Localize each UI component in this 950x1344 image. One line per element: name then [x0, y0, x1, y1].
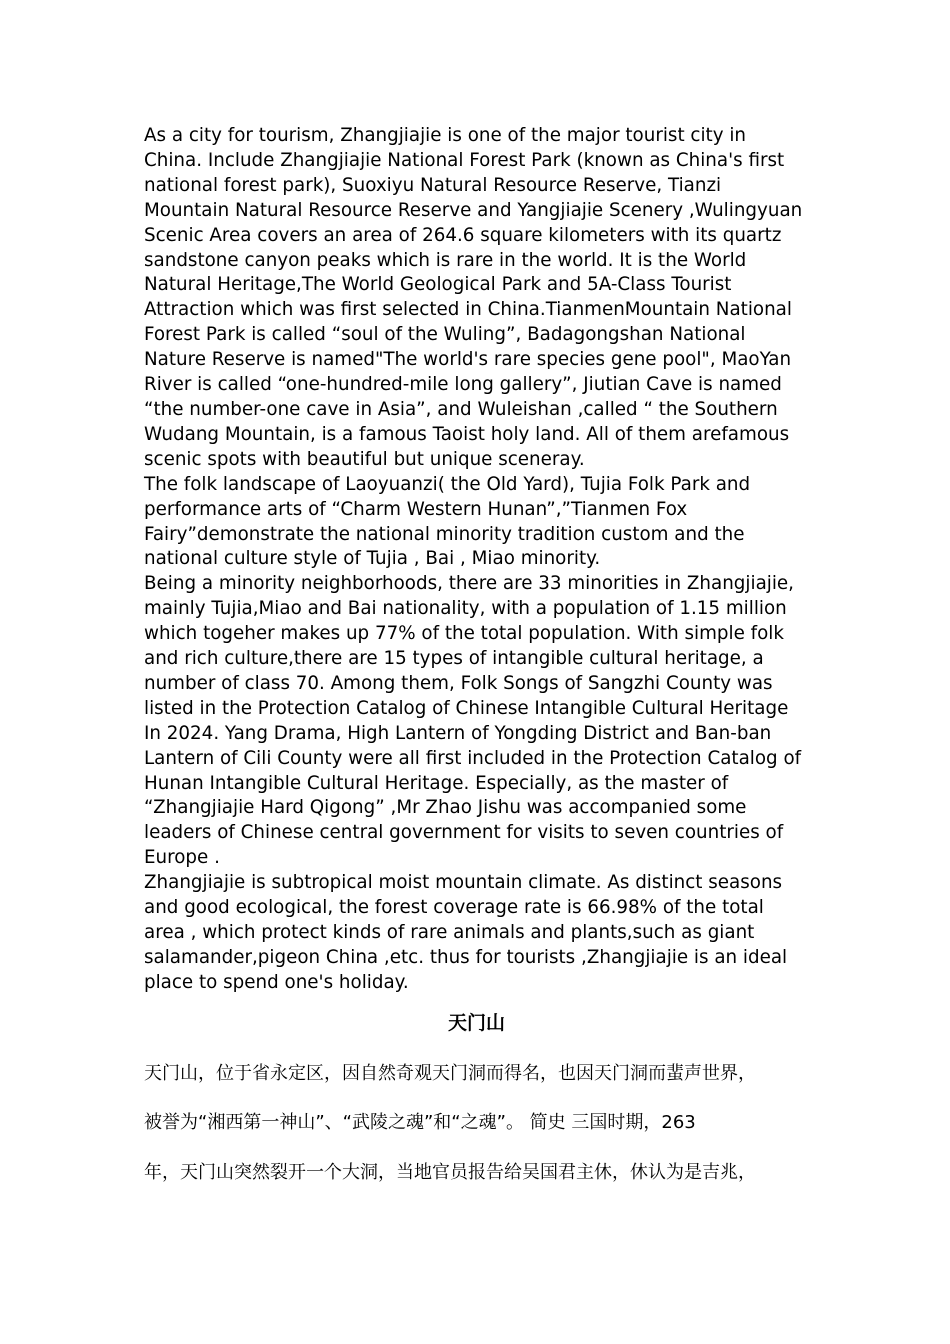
english-body	[144, 124, 809, 996]
chinese-line: 被誉为“湘西第一神山”、“武陵之魂”和“之魂”。 简史 三国时期，263	[144, 1112, 696, 1134]
paragraph-climate: Zhangjiajie is subtropical moist mountain climate. As distinct seasons and good ecological, the forest coverage rate is 66.98% of the total area , which protect kinds of rare animals and plants,such as giant salamander,pigeon China ,etc. thus for tourists ,Zhangjiajie is an ideal place to spend one's holiday.	[144, 872, 788, 993]
section-heading: 天门山	[447, 1011, 505, 1034]
chinese-body	[144, 1049, 809, 1198]
paragraph-tourism: As a city for tourism, Zhangjiajie is one of the major tourist city in China. Include Zhangjiajie National Forest Park (known as China's first national forest park), Suoxiyu Natural Resource Reserve, Tianzi Mountain Natural Resource Reserve and Yangjiajie Scenery ,Wulingyuan Scenic Area covers an area of 264.6 square kilometers with its quartz sandstone canyon peaks which is rare in the world. It is the World Natural Heritage,The World Geological Park and 5A-Class Tourist Attraction which was first selected in China.TianmenMountain National Forest Park is called “soul of the Wuling”, Badagongshan National Nature Reserve is named"The world's rare species gene pool", MaoYan River is called “one-hundred-mile long gallery”, Jiutian Cave is named “the number-one cave in Asia”, and Wuleishan ,called “ the Southern Wudang Mountain, is a famous Taoist holy land. All of them arefamous scenic spots with beautiful but unique sceneray.	[144, 125, 803, 470]
paragraph-folk-landscape: The folk landscape of Laoyuanzi( the Old Yard), Tujia Folk Park and performance arts of “Charm Western Hunan”,”Tianmen Fox Fairy”demonstrate the national minority tradition custom and the national culture style of Tujia , Bai , Miao minority.	[144, 473, 751, 570]
chinese-line: 天门山，位于省永定区，因自然奇观天门洞而得名，也因天门洞而蜚声世界，	[144, 1062, 756, 1084]
paragraph-minorities: Being a minority neighborhoods, there are 33 minorities in Zhangjiajie, mainly Tujia,Miao and Bai nationality, with a population of 1.15 million which togeher makes up 77% of the total population. With simple folk and rich culture,there are 15 types of intangible cultural heritage, a number of class 70. Among them, Folk Songs of Sangzhi County was listed in the Protection Catalog of Chinese Intangible Cultural Heritage In 2024. Yang Drama, High Lantern of Yongding District and Ban-ban Lantern of Cili County were all first included in the Protection Catalog of Hunan Intangible Cultural Heritage. Especially, as the master of “Zhangjiajie Hard Qigong” ,Mr Zhao Jishu was accompanied some leaders of Chinese central government for visits to seven countries of Europe .	[144, 573, 802, 869]
document-page	[144, 124, 809, 1197]
chinese-line: 年，天门山突然裂开一个大洞，当地官员报告给吴国君主休，休认为是吉兆，	[144, 1161, 756, 1183]
